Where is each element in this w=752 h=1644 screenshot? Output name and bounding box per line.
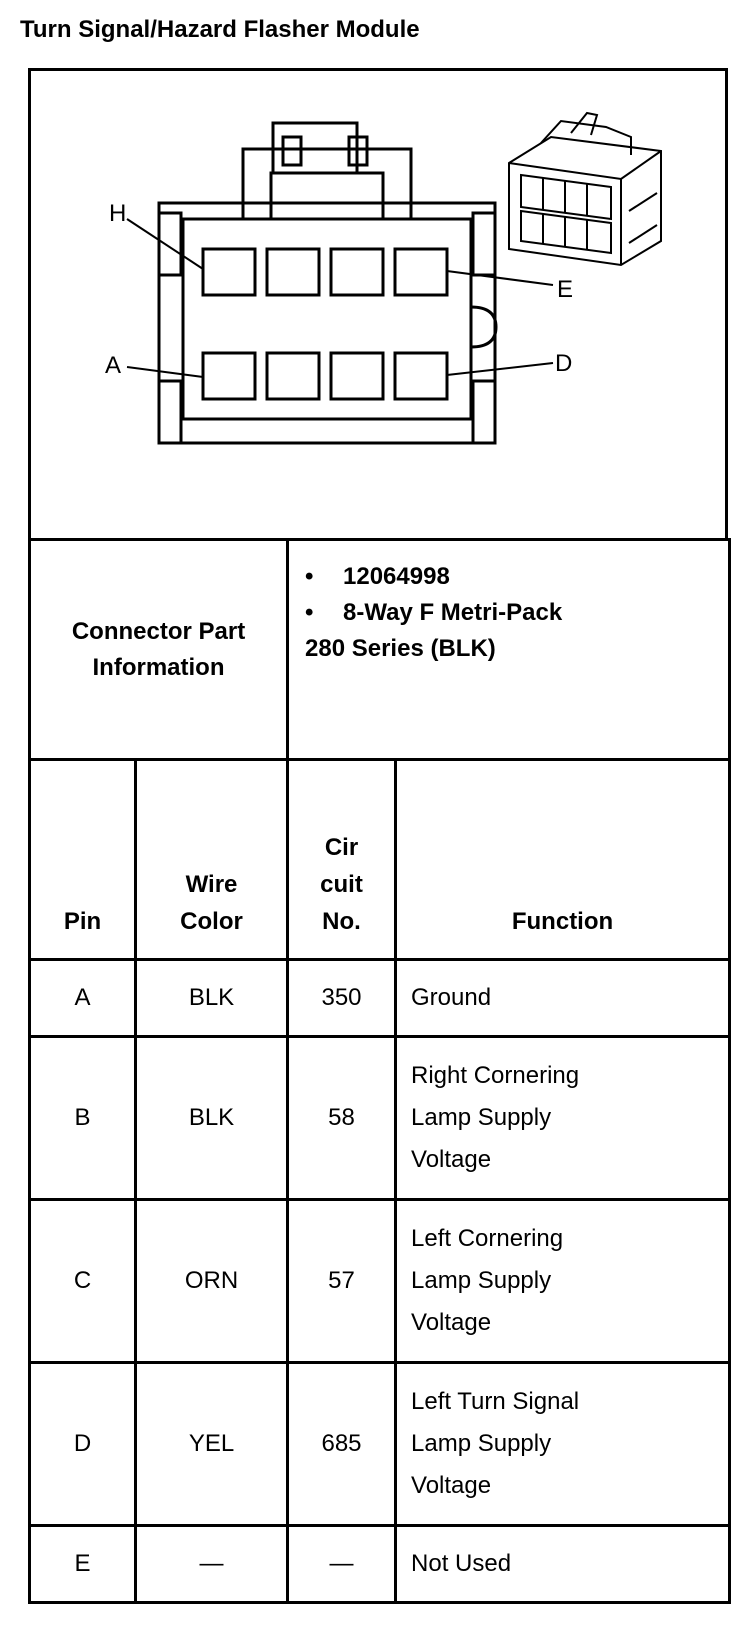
leader-a <box>127 367 203 377</box>
callout-e: E <box>557 276 574 303</box>
page-title: Turn Signal/Hazard Flasher Module <box>20 16 420 43</box>
wire-color-cell: BLK <box>136 1037 288 1200</box>
connector-info-label-line2: Information <box>92 653 225 681</box>
latch-tab <box>271 173 383 219</box>
circuit-cell: 58 <box>288 1037 396 1200</box>
cavity-b <box>267 353 319 399</box>
pin-cell: A <box>30 960 136 1037</box>
function-cell: Not Used <box>396 1526 730 1603</box>
cavity-g <box>267 249 319 295</box>
table-row <box>30 960 730 1037</box>
circuit-cell: — <box>288 1526 396 1603</box>
table-header-row <box>30 760 730 960</box>
connector-face-diagram <box>31 71 731 541</box>
pin-cell: D <box>30 1363 136 1526</box>
pinout-table <box>28 538 731 1604</box>
cavity-a <box>203 353 255 399</box>
connector-body <box>159 203 495 443</box>
leader-d <box>447 363 553 375</box>
connector-info-row <box>30 540 730 760</box>
function-cell: Ground <box>396 960 730 1037</box>
header-function: Function <box>396 760 730 960</box>
table-row <box>30 1363 730 1526</box>
function-cell: Left Cornering Lamp Supply Voltage <box>396 1200 730 1363</box>
connector-info-label-line1: Connector Part <box>71 617 246 645</box>
header-circuit-no: Cir cuit No. <box>288 760 396 960</box>
callout-a: A <box>105 352 122 379</box>
wire-color-cell: ORN <box>136 1200 288 1363</box>
connector-series: 280 Series (BLK) <box>305 635 496 662</box>
connector-info-label <box>30 540 288 760</box>
part-number: 12064998 <box>343 563 450 590</box>
wire-color-cell: YEL <box>136 1363 288 1526</box>
wire-color-cell: — <box>136 1526 288 1603</box>
wire-color-cell: BLK <box>136 960 288 1037</box>
header-wire-color: Wire Color <box>136 760 288 960</box>
cavity-d <box>395 353 447 399</box>
bullet: • <box>305 563 314 590</box>
pin-cell: B <box>30 1037 136 1200</box>
table-row <box>30 1526 730 1603</box>
circuit-cell: 57 <box>288 1200 396 1363</box>
circuit-cell: 350 <box>288 960 396 1037</box>
header-pin: Pin <box>30 760 136 960</box>
connector-diagram-panel <box>28 68 728 538</box>
bullet: • <box>305 599 314 626</box>
latch-housing <box>243 149 411 219</box>
circuit-cell: 685 <box>288 1363 396 1526</box>
connector-info-details <box>288 540 730 760</box>
connector-isometric-icon <box>509 113 661 265</box>
pin-cell: E <box>30 1526 136 1603</box>
leader-h <box>127 219 203 269</box>
callout-h: H <box>109 200 127 227</box>
connector-description: 8-Way F Metri-Pack <box>343 599 563 626</box>
function-cell: Left Turn Signal Lamp Supply Voltage <box>396 1363 730 1526</box>
connector-sheet <box>28 68 728 1604</box>
cavity-f <box>331 249 383 295</box>
function-cell: Right Cornering Lamp Supply Voltage <box>396 1037 730 1200</box>
pin-cell: C <box>30 1200 136 1363</box>
callout-d: D <box>555 350 573 377</box>
table-row <box>30 1200 730 1363</box>
cavity-c <box>331 353 383 399</box>
cavity-h <box>203 249 255 295</box>
leader-e <box>447 271 553 285</box>
table-row <box>30 1037 730 1200</box>
cavity-e <box>395 249 447 295</box>
